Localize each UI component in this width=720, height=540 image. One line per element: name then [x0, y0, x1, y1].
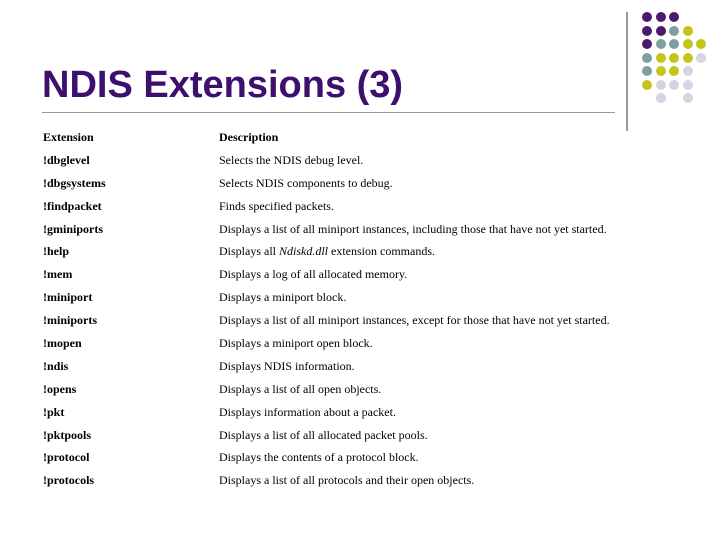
table-row: [43, 470, 683, 493]
extension-description: Finds specified packets.: [219, 198, 334, 213]
extension-description: Displays a list of all allocated packet pools.: [219, 427, 428, 442]
extension-description: Displays a list of all miniport instances, including those that have not yet started.: [219, 221, 607, 236]
extensions-table: [43, 127, 683, 493]
decorative-dot: [683, 80, 693, 90]
extension-description: Displays information about a packet.: [219, 404, 396, 419]
table-row: [43, 310, 683, 333]
decorative-dot: [669, 39, 679, 49]
extension-command: !miniport: [43, 290, 93, 305]
extension-command: !dbglevel: [43, 152, 90, 167]
table-row: [43, 379, 683, 402]
extension-description: Selects NDIS components to debug.: [219, 175, 393, 190]
description-text: extension commands.: [328, 244, 435, 259]
extension-description: [219, 241, 435, 261]
extension-command: !help: [43, 244, 70, 259]
decorative-dot: [656, 80, 666, 90]
table-row: [43, 447, 683, 470]
extension-command: !findpacket: [43, 198, 102, 213]
decorative-dot: [642, 80, 652, 90]
decorative-dot: [669, 66, 679, 76]
extension-command: !protocols: [43, 473, 95, 488]
vertical-rule: [626, 12, 628, 131]
table-row: [43, 356, 683, 379]
extension-command: !miniports: [43, 313, 97, 328]
description-text: Displays all: [219, 244, 279, 259]
table-row: [43, 196, 683, 219]
extension-command: !pkt: [43, 404, 65, 419]
extension-description: Displays a list of all open objects.: [219, 381, 382, 396]
extension-description: Displays a miniport open block.: [219, 336, 373, 351]
table-row: [43, 173, 683, 196]
extension-description: Selects the NDIS debug level.: [219, 152, 364, 167]
table-row: [43, 287, 683, 310]
description-filename: Ndiskd.dll: [279, 244, 329, 259]
slide-title: NDIS Extensions (3): [42, 64, 404, 106]
decorative-dot: [642, 39, 652, 49]
table-header-row: [43, 127, 683, 150]
extension-description: Displays a miniport block.: [219, 290, 347, 305]
extension-description: Displays a log of all allocated memory.: [219, 267, 408, 282]
header-extension: Extension: [43, 130, 94, 144]
extension-command: !mopen: [43, 336, 82, 351]
table-row: [43, 241, 683, 264]
decorative-dot: [656, 93, 666, 103]
decorative-dot: [683, 26, 693, 36]
table-row: [43, 425, 683, 448]
decorative-dot: [669, 80, 679, 90]
decorative-dot: [669, 26, 679, 36]
extension-command: !dbgsystems: [43, 175, 106, 190]
extension-description: Displays NDIS information.: [219, 358, 355, 373]
table-row: [43, 150, 683, 173]
table-row: [43, 333, 683, 356]
table-row: [43, 264, 683, 287]
decorative-dot: [696, 39, 706, 49]
decorative-dot: [656, 39, 666, 49]
extension-description: Displays a list of all miniport instances, except for those that have not yet started.: [219, 313, 610, 328]
decorative-dot: [696, 53, 706, 63]
extension-command: !pktpools: [43, 427, 92, 442]
decorative-dot: [656, 53, 666, 63]
decorative-dot: [656, 26, 666, 36]
decorative-dot: [642, 66, 652, 76]
extension-description: Displays a list of all protocols and their open objects.: [219, 473, 475, 488]
decorative-dot: [642, 26, 652, 36]
decorative-dot: [656, 66, 666, 76]
decorative-dot: [669, 53, 679, 63]
decorative-dot: [642, 53, 652, 63]
decorative-dot: [669, 12, 679, 22]
table-row: [43, 402, 683, 425]
decorative-dot: [656, 12, 666, 22]
extension-command: !mem: [43, 267, 73, 282]
decorative-dot: [683, 39, 693, 49]
extension-command: !gminiports: [43, 221, 103, 236]
extension-command: !opens: [43, 381, 77, 396]
extension-command: !ndis: [43, 358, 69, 373]
table-row: [43, 219, 683, 242]
extension-command: !protocol: [43, 450, 90, 465]
decorative-dot: [683, 93, 693, 103]
extension-description: Displays the contents of a protocol block.: [219, 450, 419, 465]
decorative-dot: [683, 66, 693, 76]
header-description: Description: [219, 130, 279, 144]
decorative-dot: [683, 53, 693, 63]
title-underline-rule: [42, 112, 615, 113]
decorative-dot: [642, 12, 652, 22]
